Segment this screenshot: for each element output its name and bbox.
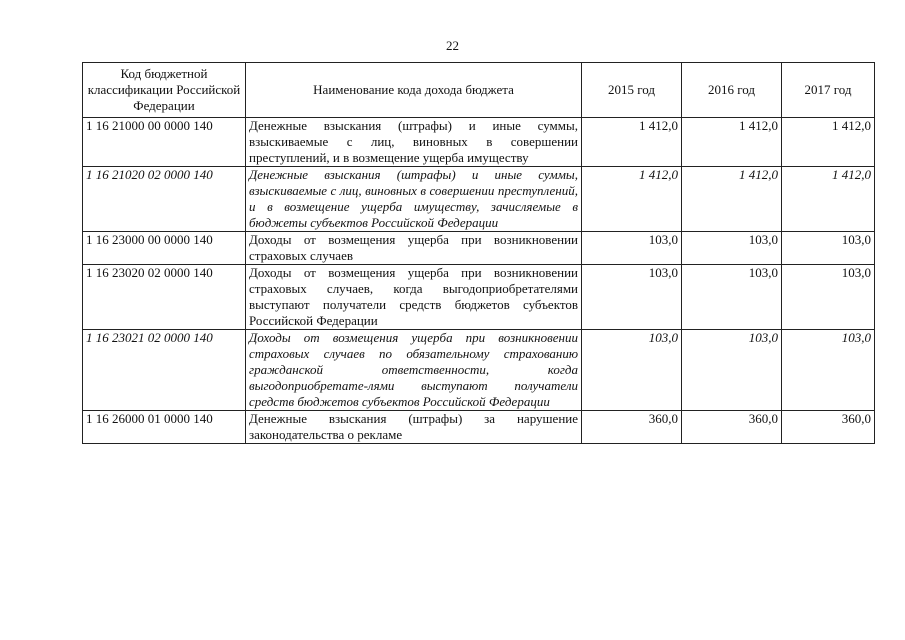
table-header-row <box>83 63 875 118</box>
table-row <box>83 411 875 444</box>
row-2015: 360,0 <box>582 411 682 444</box>
row-2016: 103,0 <box>682 330 782 411</box>
revenue-table <box>82 62 875 444</box>
row-2015: 103,0 <box>582 265 682 330</box>
row-2016: 1 412,0 <box>682 118 782 167</box>
table-row <box>83 167 875 232</box>
row-code: 1 16 23000 00 0000 140 <box>83 232 246 265</box>
row-2016: 103,0 <box>682 232 782 265</box>
row-2017: 103,0 <box>782 265 875 330</box>
row-2015: 1 412,0 <box>582 118 682 167</box>
row-name: Доходы от возмещения ущерба при возникновении страховых случаев, когда выгодоприобретателями выступают получатели средств бюджетов субъектов Российской Федерации <box>246 265 582 330</box>
row-name: Доходы от возмещения ущерба при возникновении страховых случаев по обязательному страхованию гражданской ответственности, когда выгодоприобретате-лями выступают получатели средств бюджетов субъектов Российской Федерации <box>246 330 582 411</box>
table-row <box>83 118 875 167</box>
row-2015: 1 412,0 <box>582 167 682 232</box>
page-number: 22 <box>446 38 459 53</box>
row-code: 1 16 23020 02 0000 140 <box>83 265 246 330</box>
row-code: 1 16 26000 01 0000 140 <box>83 411 246 444</box>
row-name: Доходы от возмещения ущерба при возникновении страховых случаев <box>246 232 582 265</box>
row-2015: 103,0 <box>582 232 682 265</box>
row-2017: 103,0 <box>782 330 875 411</box>
row-2017: 360,0 <box>782 411 875 444</box>
table-row <box>83 330 875 411</box>
header-name: Наименование кода дохода бюджета <box>246 63 582 118</box>
row-2015: 103,0 <box>582 330 682 411</box>
row-2017: 1 412,0 <box>782 118 875 167</box>
row-2016: 360,0 <box>682 411 782 444</box>
row-2016: 103,0 <box>682 265 782 330</box>
row-2017: 1 412,0 <box>782 167 875 232</box>
table-row <box>83 265 875 330</box>
row-2016: 1 412,0 <box>682 167 782 232</box>
table-row <box>83 232 875 265</box>
row-code: 1 16 21020 02 0000 140 <box>83 167 246 232</box>
header-2017: 2017 год <box>782 63 875 118</box>
row-2017: 103,0 <box>782 232 875 265</box>
header-2015: 2015 год <box>582 63 682 118</box>
row-code: 1 16 23021 02 0000 140 <box>83 330 246 411</box>
row-code: 1 16 21000 00 0000 140 <box>83 118 246 167</box>
header-code: Код бюджетной классификации Российской Федерации <box>83 63 246 118</box>
header-2016: 2016 год <box>682 63 782 118</box>
row-name: Денежные взыскания (штрафы) и иные суммы, взыскиваемые с лиц, виновных в совершении преступлений, и в возмещение ущерба имуществу <box>246 118 582 167</box>
row-name: Денежные взыскания (штрафы) и иные суммы, взыскиваемые с лиц, виновных в совершении преступлений, и в возмещение ущерба имуществу, зачисляемые в бюджеты субъектов Российской Федерации <box>246 167 582 232</box>
row-name: Денежные взыскания (штрафы) за нарушение законодательства о рекламе <box>246 411 582 444</box>
